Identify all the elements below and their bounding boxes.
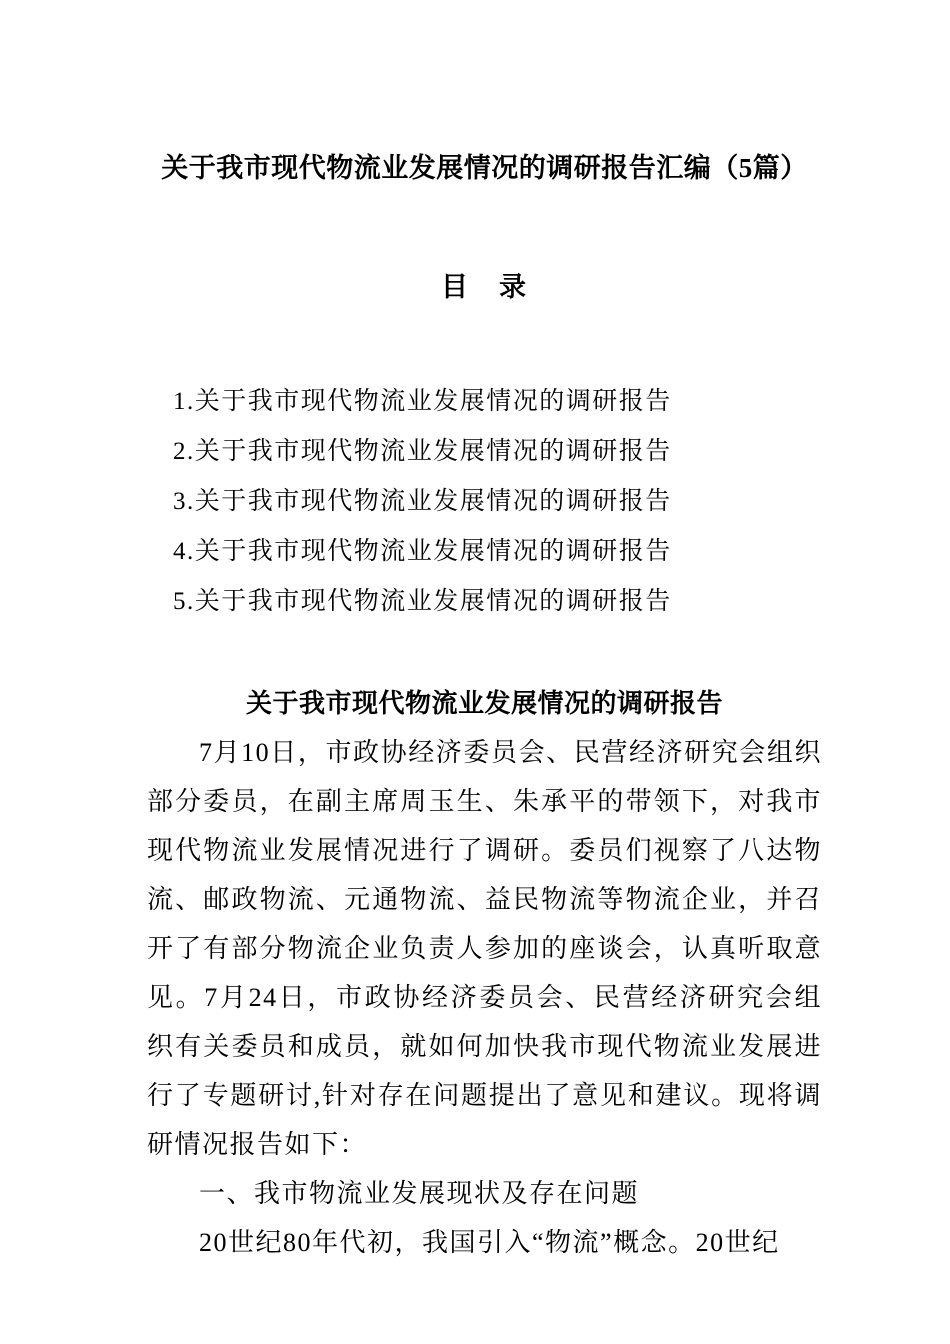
body-paragraph-2: 一、我市物流业发展现状及存在问题 (199, 1179, 640, 1208)
toc-list (147, 377, 822, 627)
document-title: 关于我市现代物流业发展情况的调研报告汇编（5篇） (161, 153, 808, 183)
toc-item-5: 5.关于我市现代物流业发展情况的调研报告 (173, 588, 672, 615)
toc-item-1: 1.关于我市现代物流业发展情况的调研报告 (173, 388, 672, 415)
toc-item-4: 4.关于我市现代物流业发展情况的调研报告 (173, 538, 672, 565)
toc-item-3: 3.关于我市现代物流业发展情况的调研报告 (173, 488, 672, 515)
toc-heading: 目 录 (441, 272, 528, 302)
body-paragraph-1: 7月10日，市政协经济委员会、民营经济研究会组织部分委员，在副主席周玉生、朱承平的带领下，对我市现代物流业发展情况进行了调研。委员们视察了八达物流、邮政物流、元通物流、益民物流等物流企业，并召开了有部分物流企业负责人参加的座谈会，认真听取意见。7月24日，市政协经济委员会、民营经济研究会组织有关委员和成员，就如何加快我市现代物流业发展进行了专题研讨,针对存在问题提出了意见和建议。现将调研情况报告如下： (147, 738, 822, 1159)
body-paragraph-3: 20世纪80年代初，我国引入“物流”概念。20世纪 (199, 1228, 780, 1257)
section-heading: 关于我市现代物流业发展情况的调研报告 (245, 689, 723, 718)
toc-item-2: 2.关于我市现代物流业发展情况的调研报告 (173, 438, 672, 465)
